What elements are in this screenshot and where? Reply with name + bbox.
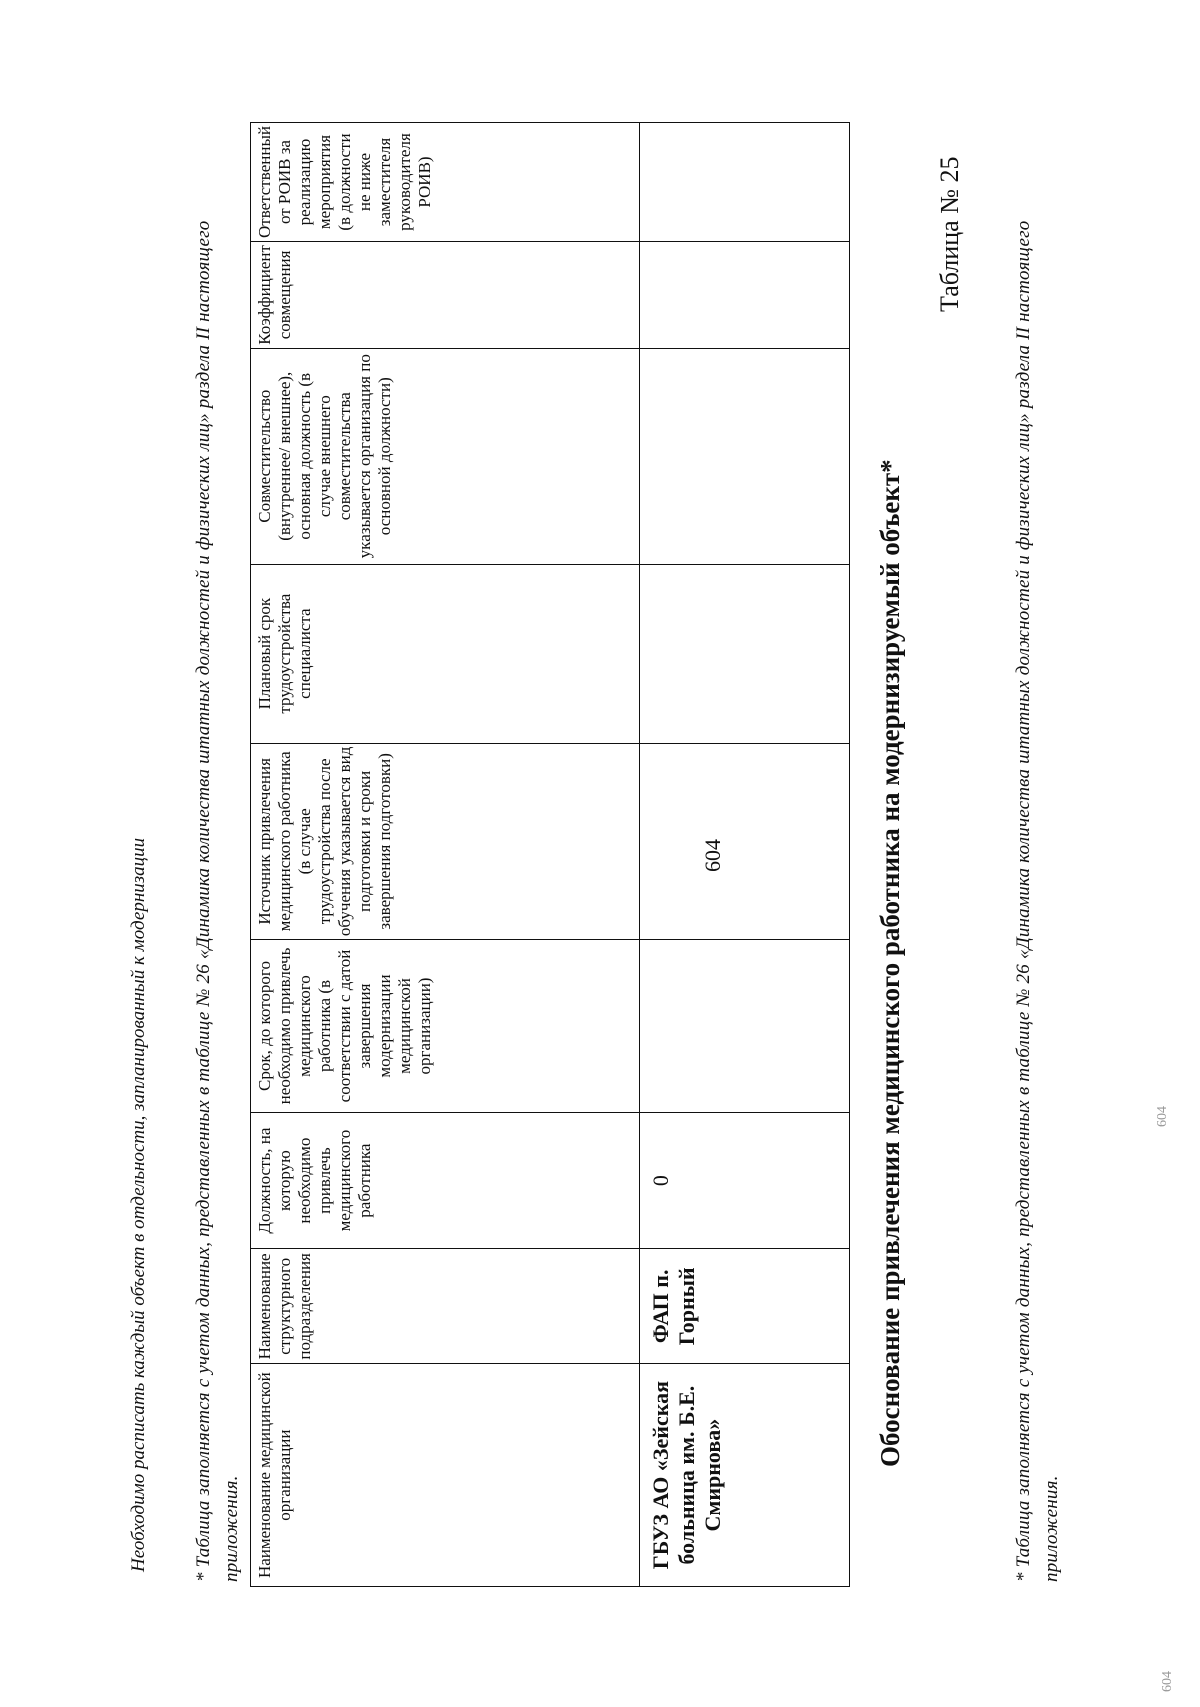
planned-date-cell (640, 564, 850, 743)
footnote-bottom: * Таблица заполняется с учетом данных, представленных в таблице № 26 «Динамика количества штатных должностей и физических лиц» раздела II настоящего приложения. (193, 220, 242, 1582)
header-cell: Плановый срок трудоустройства специалиста (251, 564, 640, 743)
table-number: Таблица № 25 (935, 156, 964, 312)
organization-cell: ГБУЗ АО «Зейская больница им. Б.Е. Смирнова» (640, 1364, 850, 1587)
footnote-top: * Таблица заполняется с учетом данных, представленных в таблице № 26 «Динамика количества штатных должностей и физических лиц» раздела II настоящего приложения. (1013, 220, 1062, 1582)
header-cell: Должность, на которую необходимо привлечь медицинского работника (251, 1112, 640, 1249)
scan-mark: 604 (1160, 1671, 1175, 1692)
header-cell: Совместительство (внутреннее/ внешнее), основная должность (в случае внешнего совместительства указывается организация по основной должности) (251, 348, 640, 564)
header-cell: Срок, до которого необходимо привлечь медицинского работника (в соответствии с датой завершения модернизации медицинской организации) (251, 940, 640, 1113)
justification-table (250, 122, 850, 1587)
part-time-cell (640, 348, 850, 564)
responsible-cell (640, 123, 850, 242)
source-cell (640, 743, 850, 940)
header-cell: Коэффициент совмещения (251, 242, 640, 349)
scan-mark: 604 (1155, 1106, 1170, 1127)
instruction-text: Необходимо расписать каждый объект в отдельности, запланированный к модернизации (128, 837, 149, 1572)
position-cell: 0 (640, 1112, 850, 1249)
subdivision-cell: ФАП п. Горный (640, 1249, 850, 1364)
coefficient-cell (640, 242, 850, 349)
table-header-row (251, 123, 640, 1587)
table-row (640, 123, 850, 1587)
header-cell: Ответственный от РОИВ за реализацию мероприятия (в должности не ниже заместителя руководителя РОИВ) (251, 123, 640, 242)
document-title: Обоснование привлечения медицинского работника на модернизируемый объект* (875, 459, 905, 1467)
page-number: 604 (700, 839, 725, 872)
header-cell: Наименование структурного подразделения (251, 1249, 640, 1364)
header-cell: Наименование медицинской организации (251, 1364, 640, 1587)
deadline-cell (640, 940, 850, 1113)
header-cell: Источник привлечения медицинского работника (в случае трудоустройства после обучения указывается вид подготовки и сроки завершения подготовки) (251, 743, 640, 940)
